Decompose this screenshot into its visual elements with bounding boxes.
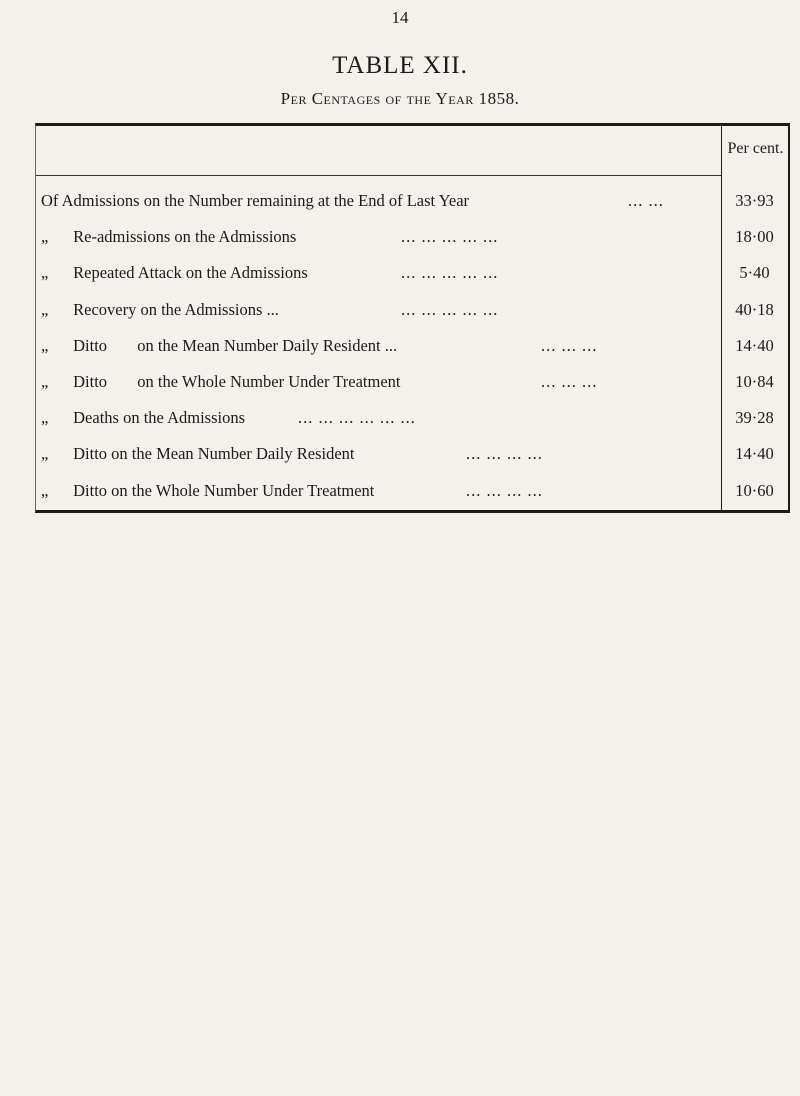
table-title: TABLE XII. [332,52,468,79]
row-prefix: „ [41,299,49,319]
row-text: Deaths on the Admissions [73,408,245,428]
leader-dots: ... ... ... ... [466,444,543,464]
leader-dots: ... ... ... ... ... [401,263,499,283]
row-prefix: „ [41,335,49,355]
row-label [41,444,355,464]
table-body [36,187,787,513]
table-row [36,187,787,223]
row-label [41,481,374,501]
leader-dots: ... ... ... ... ... ... [298,408,416,428]
percentage-table [35,123,790,513]
row-prefix: Of [41,191,59,210]
leader-dots: ... ... [628,191,664,210]
row-label [41,227,296,247]
row-text: on the Whole Number Under Treatment [137,371,401,391]
row-label [41,372,400,392]
table-row [36,223,787,259]
table-row [36,296,787,332]
table-row [36,440,787,476]
table-row [36,259,787,295]
leader-dots: ... ... ... [541,335,598,355]
table-subtitle: Per Centages of the Year 1858. [280,89,520,108]
leader-dots: ... ... ... ... ... [401,299,499,319]
row-prefix: „ [41,480,49,500]
page-number: 14 [391,8,409,27]
row-value: 39·28 [735,408,774,428]
row-label [41,336,397,356]
row-label [41,191,469,211]
row-value: 14·40 [735,335,774,355]
row-prefix: „ [41,227,49,247]
row-value: 18·00 [735,227,774,247]
row-prefix: „ [41,263,49,283]
row-value: 10·84 [735,371,774,391]
row-text-ditto: Ditto [73,335,108,355]
header-per-cent: Per cent. [727,140,784,157]
header-rule [36,175,721,176]
leader-dots: ... ... ... ... [466,480,543,500]
row-value: 10·60 [735,480,774,500]
table-row [36,332,787,368]
row-label [41,263,308,283]
row-prefix: „ [41,444,49,464]
row-value: 33·93 [735,191,774,210]
row-text-ditto: Ditto [73,371,108,391]
row-text: on the Mean Number Daily Resident ... [137,335,398,355]
row-prefix: „ [41,371,49,391]
table-row [36,368,787,404]
row-text: Repeated Attack on the Admissions [73,263,308,283]
row-text: Ditto on the Whole Number Under Treatment [73,480,375,500]
leader-dots: ... ... ... [541,371,598,391]
row-value: 40·18 [735,299,774,319]
row-label [41,408,245,428]
row-text: Admissions on the Number remaining at the End of Last Year [61,191,470,210]
table-row [36,404,787,440]
row-text: Ditto on the Mean Number Daily Resident [73,444,355,464]
row-text: Re-admissions on the Admissions [73,227,297,247]
row-value: 14·40 [735,444,774,464]
leader-dots: ... ... ... ... ... [401,227,499,247]
row-text: Recovery on the Admissions ... [73,299,279,319]
row-label [41,300,279,320]
row-value: 5·40 [739,263,770,283]
row-prefix: „ [41,408,49,428]
table-row [36,477,787,513]
